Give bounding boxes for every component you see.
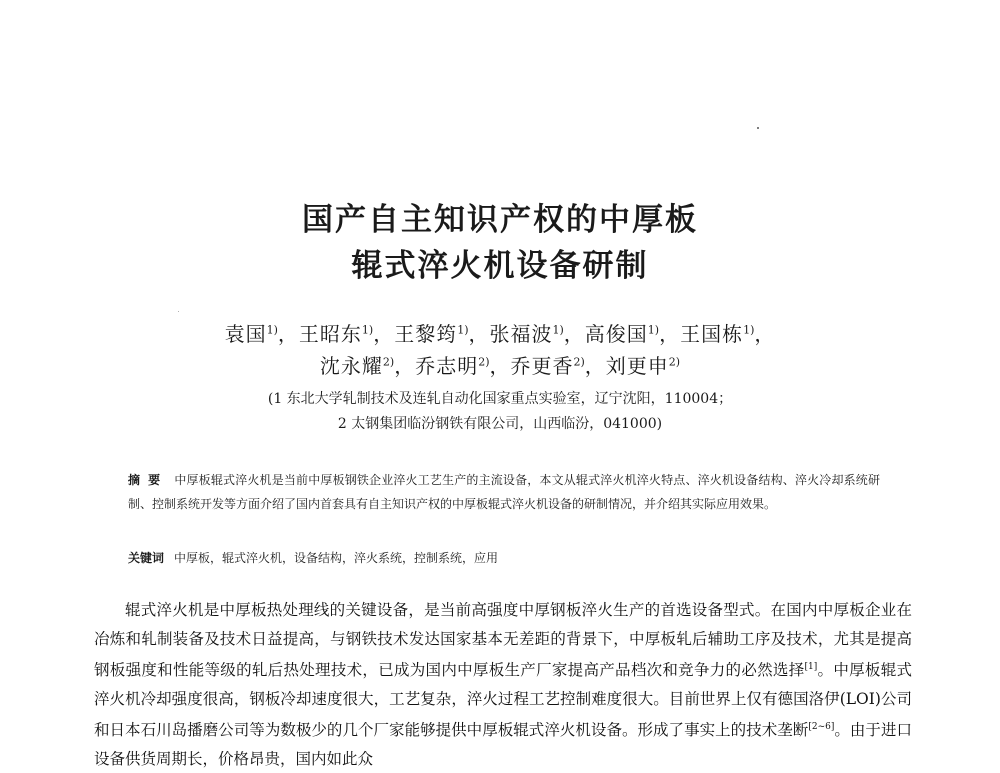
body-paragraph [94,596,912,773]
author: 高俊国 [584,322,648,346]
affiliation-mark: 1) [552,323,564,337]
affiliation-mark: 2) [382,355,395,369]
paper-title-line-2: 辊式淬火机设备研制 [351,248,649,284]
scan-speck [178,311,179,312]
affiliation-line-2: 2 太钢集团临汾钢铁有限公司，山西临汾，041000) [337,416,663,432]
abstract [128,468,880,516]
body-text-part-3: 。由于进口设备供货周期长，价格昂贵，国内如此众 [94,721,912,768]
author: 乔志明 [415,354,479,378]
keywords-label: 关键词 [128,551,165,565]
scan-speck [757,127,759,129]
body-text-part-2: 。中厚板辊式淬火机冷却强度很高，钢板冷却速度很大，工艺复杂，淬火过程工艺控制难度很大。目前世界上仅有德国洛伊(LOI)公司和日本石川岛播磨公司等为数极少的几个厂家能够提供中厚板辊式淬火机设备。形成了事实上的技术垄断 [94,661,912,740]
author: 乔更香 [510,354,574,378]
author: 刘更申 [605,354,669,378]
author: 沈永耀 [319,354,383,378]
affiliation-mark: 1) [266,323,278,337]
author: 王昭东 [298,322,362,346]
author-list-line-1: 袁国$^{1)}$，王昭东$^{1)}$，王黎筠$^{1)}$，张福波$^{1)}$，高俊国$^{1)}$，王国栋$^{1)}$， [224,322,776,346]
body-text-part-1: 辊式淬火机是中厚板热处理线的关键设备，是当前高强度中厚钢板淬火生产的首选设备型式。在国内中厚板企业在冶炼和轧制装备及技术日益提高，与钢铁技术发达国家基本无差距的背景下，中厚板轧后辅助工序及技术，尤其是提高钢板强度和性能等级的轧后热处理技术，已成为国内中厚板生产厂家提高产品档次和竞争力的必然选择 [94,601,912,680]
author: 袁国 [224,322,267,346]
affiliation-mark: 1) [457,323,469,337]
affiliation-mark: 1) [361,323,374,337]
paper-title-line-1: 国产自主知识产权的中厚板 [302,202,698,238]
abstract-text: 中厚板辊式淬火机是当前中厚板钢铁企业淬火工艺生产的主流设备，本文从辊式淬火机淬火特点、淬火机设备结构、淬火冷却系统研制、控制系统开发等方面介绍了国内首套具有自主知识产权的中厚板辊式淬火机设备的研制情况，并介绍其实际应用效果。 [128,473,880,511]
keywords [128,546,880,570]
author: 王国栋 [680,322,744,346]
affiliation-line-1: (1 东北大学轧制技术及连轧自动化国家重点实验室，辽宁沈阳，110004； [267,391,733,407]
citation-ref: [1] [804,662,818,672]
keywords-text: 中厚板，辊式淬火机，设备结构，淬火系统，控制系统，应用 [174,551,499,565]
author: 张福波 [489,322,553,346]
affiliation-mark: 2) [573,355,585,369]
affiliation-mark: 1) [743,323,755,337]
citation-ref: [2~6] [808,722,835,733]
abstract-label: 摘要 [128,473,169,487]
affiliation-mark: 2) [478,355,490,369]
author-list-line-2: 沈永耀$^{2)}$，乔志明$^{2)}$，乔更香$^{2)}$，刘更申$^{2)}$ [319,354,681,378]
affiliation-mark: 2) [668,355,681,369]
author: 王黎筠 [394,322,458,346]
affiliation-mark: 1) [647,323,660,337]
